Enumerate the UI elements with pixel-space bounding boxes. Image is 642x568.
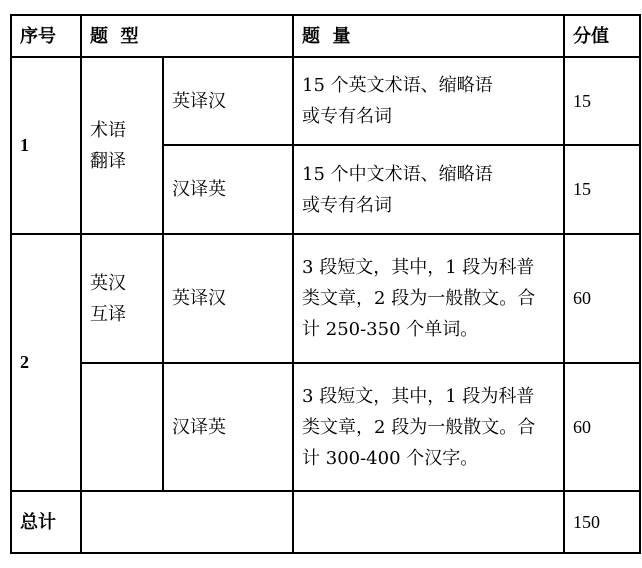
row-2-category-line-2: 互译 — [90, 303, 126, 325]
row-2b-subtype: 汉译英 — [163, 363, 293, 491]
table-row — [11, 57, 640, 145]
row-2a-subtype: 英译汉 — [163, 234, 293, 363]
row-1a-description-line-1: 15 个英文术语、缩略语 — [302, 75, 493, 96]
row-1-number: 1 — [11, 57, 81, 234]
row-1b-description-line-2: 或专有名词 — [302, 194, 393, 216]
header-no: 序号 — [11, 15, 81, 57]
row-1b-score: 15 — [564, 145, 640, 234]
row-1-category-line-1: 术语 — [90, 119, 126, 141]
header-amount: 题 量 — [293, 15, 564, 57]
total-amount-empty — [293, 491, 564, 553]
row-2a-description-line-1: 3 段短文，其中，1 段为科普 — [302, 257, 535, 278]
row-2a-score: 60 — [564, 234, 640, 363]
row-1-category-line-2: 翻译 — [90, 150, 126, 172]
row-1b-description — [293, 145, 564, 234]
total-type-empty — [81, 491, 293, 553]
table-total-row — [11, 491, 640, 553]
row-2b-score: 60 — [564, 363, 640, 491]
exam-structure-table — [10, 14, 641, 554]
row-2b-category-empty — [81, 363, 163, 491]
total-label: 总计 — [11, 491, 81, 553]
header-score: 分值 — [564, 15, 640, 57]
row-1a-description-line-2: 或专有名词 — [302, 106, 393, 127]
row-2b-description — [293, 363, 564, 491]
row-1a-subtype: 英译汉 — [163, 57, 293, 145]
row-2b-description-line-3: 计 300-400 个汉字。 — [302, 447, 479, 469]
total-score: 150 — [564, 491, 640, 553]
header-type: 题 型 — [81, 15, 293, 57]
row-2a-description-line-2: 类文章，2 段为一般散文。合 — [302, 288, 536, 309]
cropped-caption-strip — [0, 0, 642, 12]
row-2a-description-line-3: 计 250-350 个单词。 — [302, 319, 479, 340]
table-row — [11, 234, 640, 363]
row-1b-subtype: 汉译英 — [163, 145, 293, 234]
row-2b-description-line-1: 3 段短文，其中，1 段为科普 — [302, 385, 535, 407]
table-header-row — [11, 15, 640, 57]
row-1b-description-line-1: 15 个中文术语、缩略语 — [302, 163, 493, 185]
table-row — [11, 363, 640, 491]
row-1-category — [81, 57, 163, 234]
row-2-category-line-1: 英汉 — [90, 272, 126, 294]
row-2-category — [81, 234, 163, 363]
row-1a-description — [293, 57, 564, 145]
row-2b-description-line-2: 类文章，2 段为一般散文。合 — [302, 416, 536, 438]
row-1a-score: 15 — [564, 57, 640, 145]
row-2-number: 2 — [11, 234, 81, 491]
row-2a-description — [293, 234, 564, 363]
